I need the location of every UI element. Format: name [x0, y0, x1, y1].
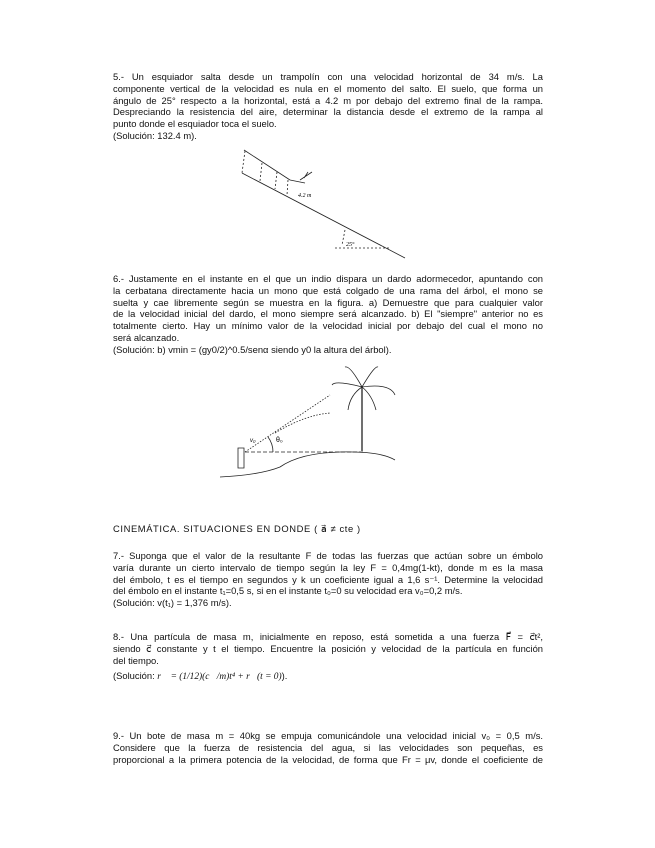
- text-line: Considere que la fuerza de resistencia del agua, si las velocidades son pequeñas, es: [113, 741, 543, 753]
- text-line: de la velocidad inicial del dardo, el mono siempre será alcanzado. b) El "siempre" anterior no es: [113, 308, 543, 320]
- text-line: 8.- Una partícula de masa m, inicialmente en reposo, está sometida a una fuerza F⃗ = c⃗t²,: [113, 631, 543, 642]
- text-line: 9.- Un bote de masa m = 40kg se empuja comunicándole una velocidad inicial v₀ = 0,5 m/s.: [113, 730, 543, 741]
- text-line: siendo c⃗ constante y t el tiempo. Encuentre la posición y velocidad de la partícula en función: [113, 642, 543, 654]
- solution-prefix: (Solución:: [113, 670, 158, 682]
- text-line: la cerbatana directamente hacia un mono que está colgado de una rama del árbol, el mono se: [113, 284, 543, 296]
- text-line: totalmente cierto. Hay un mínimo valor de la velocidad inicial por debajo del cual el mono no: [113, 320, 543, 332]
- text-line: 7.- Suponga que el valor de la resultante F de todas las fuerzas que actúan sobre un émbolo: [113, 550, 543, 561]
- angle-label: θ₀: [276, 437, 283, 444]
- text-line: punto donde el esquiador toca el suelo.: [113, 118, 277, 130]
- section-heading: CINEMÁTICA. SITUACIONES EN DONDE ( a⃗ ≠ cte ): [113, 523, 361, 534]
- height-label: 4.2 m: [298, 193, 312, 199]
- text-line: Despreciando la resistencia del aire, determinar la distancia desde el extremo de la rampa al: [113, 106, 543, 118]
- text-line: componente vertical de la velocidad es nula en el momento del salto. El suelo, que forma un: [113, 82, 543, 94]
- solution: (Solución: b) vmin = (gy0/2)^0.5/senα siendo y0 la altura del árbol).: [113, 343, 392, 355]
- problem-7: [113, 550, 543, 609]
- angle-label: 25°: [346, 242, 355, 248]
- text-line: varía durante un cierto intervalo de tiempo según la ley F = 0,4mg(1-kt), donde m es la masa: [113, 561, 543, 573]
- problem-6: [113, 273, 543, 356]
- text-line: del émbolo en el instante t₁=0,5 s, si en el instante t₀=0 su velocidad era v₀=0,2 m/s.: [113, 585, 463, 597]
- text-line: del tiempo.: [113, 654, 159, 666]
- text-line: del émbolo, t es el tiempo en segundos y k un coeficiente igual a 1,6 s⁻¹. Determine la velocidad: [113, 573, 543, 585]
- solution-suffix: ).: [281, 670, 288, 682]
- text-line: 5.- Un esquiador salta desde un trampolín con una velocidad horizontal de 34 m/s. La: [113, 71, 543, 82]
- problem-8: [113, 631, 543, 684]
- velocity-label: v₀: [250, 438, 256, 444]
- monkey-hunter-figure: [200, 355, 420, 490]
- solution-formula: r⃗ = (1/12)(c⃗/m)t⁴ + r⃗(t = 0): [157, 672, 282, 683]
- text-line: ángulo de 25° respecto a la horizontal, está a 4.2 m por debajo del extremo final de la rampa.: [113, 94, 543, 106]
- solution: [113, 670, 543, 684]
- problem-5: [113, 71, 543, 142]
- problem-9: [113, 730, 543, 765]
- text-line: será alcanzado.: [113, 331, 180, 343]
- solution: (Solución: v(t₁) = 1,376 m/s).: [113, 597, 232, 609]
- text-line: suelta y cae libremente según se muestra en la figura. a) Demuestre que para cualquier valor: [113, 296, 543, 308]
- text-line: 6.- Justamente en el instante en el que un indio dispara un dardo adormecedor, apuntando con: [113, 273, 543, 284]
- ski-jump-figure: [230, 145, 420, 260]
- text-line: proporcional a la primera potencia de la velocidad, de forma que Fr = μv, donde el coeficiente de: [113, 753, 543, 765]
- solution: (Solución: 132.4 m).: [113, 129, 197, 141]
